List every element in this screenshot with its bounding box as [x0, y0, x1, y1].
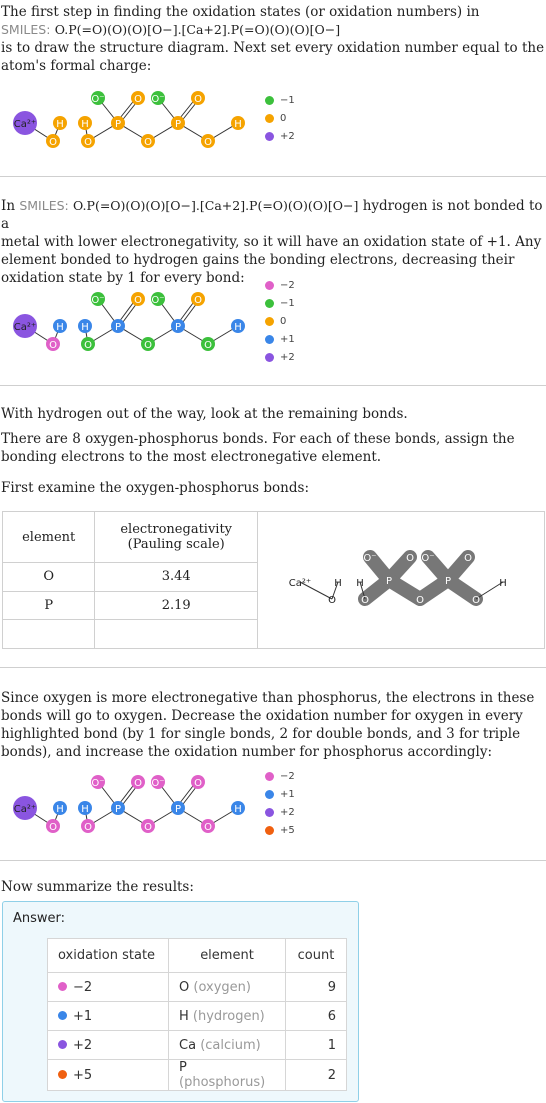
svg-text:Ca²⁺: Ca²⁺: [13, 804, 37, 815]
svg-text:O⁻: O⁻: [151, 295, 165, 306]
svg-text:H: H: [234, 322, 242, 333]
header-oxidation-state: oxidation state: [48, 939, 169, 973]
cell-element: O: [3, 563, 95, 592]
svg-text:O: O: [49, 137, 57, 148]
table-row: [48, 1031, 347, 1060]
text-line: Now summarize the results:: [1, 879, 194, 895]
cell-element: P (phosphorus): [169, 1060, 286, 1091]
text-line: is to draw the structure diagram. Next set every oxidation number equal to the: [1, 40, 545, 56]
section-formal-charge: [0, 3, 546, 75]
highlighted-structure: [258, 512, 544, 644]
table-row: [48, 1060, 347, 1091]
svg-text:H: H: [334, 578, 342, 589]
structure-diagram-3: [8, 768, 248, 838]
svg-text:P: P: [444, 576, 451, 587]
svg-text:O: O: [134, 94, 142, 105]
svg-text:O⁻: O⁻: [91, 778, 105, 789]
legend-item: −1: [265, 294, 295, 312]
results-table: [47, 938, 347, 1091]
svg-text:O: O: [49, 340, 57, 351]
svg-text:O: O: [49, 822, 57, 833]
svg-text:O: O: [464, 553, 472, 564]
divider: [0, 385, 546, 386]
color-dot: [58, 1070, 67, 1079]
divider: [0, 667, 546, 668]
text-line: bonds will go to oxygen. Decrease the oxidation number for oxygen in every: [1, 708, 523, 724]
section-hydrogen: [0, 197, 546, 287]
svg-text:P: P: [174, 804, 182, 815]
svg-text:H: H: [81, 322, 89, 333]
section-summary: [0, 878, 546, 896]
text-line: The first step in finding the oxidation states (or oxidation numbers) in: [1, 4, 480, 20]
svg-text:O: O: [144, 822, 152, 833]
svg-text:H: H: [356, 578, 364, 589]
legend-2: [265, 276, 295, 366]
cell-count: 6: [286, 1002, 347, 1031]
text-line: First examine the oxygen-phosphorus bonds:: [1, 480, 309, 496]
color-dot: [265, 335, 274, 344]
cell-element: H (hydrogen): [169, 1002, 286, 1031]
svg-text:Ca²⁺: Ca²⁺: [13, 322, 37, 333]
svg-text:Ca²⁺: Ca²⁺: [288, 578, 312, 589]
svg-text:O: O: [204, 340, 212, 351]
legend-item: +2: [265, 127, 295, 145]
legend-3: [265, 767, 295, 839]
smiles-string: O.P(=O)(O)(O)[O−].[Ca+2].P(=O)(O)(O)[O−]: [54, 22, 341, 37]
svg-text:O: O: [144, 340, 152, 351]
legend-item: 0: [265, 312, 295, 330]
svg-text:P: P: [174, 119, 182, 130]
header-electronegativity: electronegativity (Pauling scale): [95, 512, 258, 563]
divider: [0, 176, 546, 177]
text-line: Since oxygen is more electronegative than phosphorus, the electrons in these: [1, 690, 535, 706]
cell-empty: [3, 620, 95, 649]
svg-text:O⁻: O⁻: [91, 295, 105, 306]
svg-text:O: O: [84, 822, 92, 833]
svg-text:H: H: [81, 804, 89, 815]
cell-state: +1: [48, 1002, 169, 1031]
color-dot: [265, 317, 274, 326]
svg-text:O: O: [406, 553, 414, 564]
legend-item: +2: [265, 348, 295, 366]
cell-count: 2: [286, 1060, 347, 1091]
color-dot: [265, 826, 274, 835]
color-dot: [265, 132, 274, 141]
text-line: bonding electrons to the most electronegative element.: [1, 449, 382, 465]
text-line: oxidation state by 1 for every bond:: [1, 270, 245, 286]
svg-text:O: O: [204, 137, 212, 148]
svg-text:H: H: [81, 119, 89, 130]
divider: [0, 860, 546, 861]
cell-state: +2: [48, 1031, 169, 1060]
section-assign: [0, 689, 546, 761]
legend-item: 0: [265, 109, 295, 127]
svg-text:Ca²⁺: Ca²⁺: [13, 119, 37, 130]
text-line: element bonded to hydrogen gains the bonding electrons, decreasing their: [1, 252, 515, 268]
svg-text:P: P: [385, 576, 392, 587]
table-row: [48, 1002, 347, 1031]
svg-text:O: O: [194, 94, 202, 105]
svg-text:H: H: [56, 322, 64, 333]
cell-value: 2.19: [95, 591, 258, 620]
svg-text:O: O: [84, 137, 92, 148]
legend-item: +1: [265, 330, 295, 348]
structure-diagram-1: [8, 85, 248, 155]
svg-text:O: O: [194, 295, 202, 306]
color-dot: [265, 299, 274, 308]
color-dot: [265, 790, 274, 799]
cell-state: +5: [48, 1060, 169, 1091]
cell-empty: [95, 620, 258, 649]
text-line: bonds), and increase the oxidation number for phosphorus accordingly:: [1, 744, 493, 760]
color-dot: [265, 353, 274, 362]
table-row: [48, 973, 347, 1002]
svg-text:O: O: [134, 295, 142, 306]
text-line: [0, 21, 546, 39]
svg-text:P: P: [114, 119, 122, 130]
svg-text:O: O: [84, 340, 92, 351]
color-dot: [265, 96, 274, 105]
svg-text:P: P: [174, 322, 182, 333]
cell-count: 1: [286, 1031, 347, 1060]
svg-text:O⁻: O⁻: [421, 553, 435, 564]
color-dot: [58, 1040, 67, 1049]
text-line: There are 8 oxygen-phosphorus bonds. For each of these bonds, assign the: [1, 431, 515, 447]
highlighted-structure-cell: [257, 512, 544, 649]
cell-element: Ca (calcium): [169, 1031, 286, 1060]
answer-box: [2, 901, 359, 1102]
header-element: element: [169, 939, 286, 973]
svg-text:O: O: [144, 137, 152, 148]
color-dot: [58, 982, 67, 991]
color-dot: [265, 772, 274, 781]
legend-item: −2: [265, 767, 295, 785]
svg-text:O⁻: O⁻: [91, 94, 105, 105]
electronegativity-table: [2, 511, 545, 649]
text-line: With hydrogen out of the way, look at the remaining bonds.: [1, 406, 408, 422]
cell-state: −2: [48, 973, 169, 1002]
svg-text:O⁻: O⁻: [151, 94, 165, 105]
header-count: count: [286, 939, 347, 973]
svg-text:O: O: [361, 595, 369, 606]
cell-element: O (oxygen): [169, 973, 286, 1002]
svg-text:H: H: [234, 804, 242, 815]
svg-text:P: P: [114, 322, 122, 333]
color-dot: [265, 114, 274, 123]
text-line: metal with lower electronegativity, so it will have an oxidation state of +1. Any: [1, 234, 542, 250]
smiles-label: SMILES:: [1, 22, 51, 37]
answer-label: Answer:: [13, 911, 66, 926]
svg-text:P: P: [114, 804, 122, 815]
legend-item: +1: [265, 785, 295, 803]
legend-item: +2: [265, 803, 295, 821]
svg-text:O: O: [204, 822, 212, 833]
svg-text:O: O: [134, 778, 142, 789]
legend-item: −1: [265, 91, 295, 109]
svg-text:O: O: [416, 595, 424, 606]
cell-element: P: [3, 591, 95, 620]
section-bonds: [0, 405, 546, 497]
structure-diagram-2: [8, 284, 248, 354]
color-dot: [265, 808, 274, 817]
svg-text:O⁻: O⁻: [151, 778, 165, 789]
header-element: element: [3, 512, 95, 563]
legend-1: [265, 91, 295, 145]
svg-text:H: H: [234, 119, 242, 130]
cell-count: 9: [286, 973, 347, 1002]
svg-text:H: H: [56, 119, 64, 130]
svg-text:O: O: [472, 595, 480, 606]
svg-text:H: H: [56, 804, 64, 815]
text-line: atom's formal charge:: [1, 58, 152, 74]
smiles-string: O.P(=O)(O)(O)[O−].[Ca+2].P(=O)(O)(O)[O−]: [73, 198, 359, 213]
cell-value: 3.44: [95, 563, 258, 592]
smiles-label: SMILES:: [19, 198, 69, 213]
color-dot: [58, 1011, 67, 1020]
legend-item: −2: [265, 276, 295, 294]
color-dot: [265, 281, 274, 290]
svg-text:O: O: [194, 778, 202, 789]
svg-text:O⁻: O⁻: [363, 553, 377, 564]
text-line: In SMILES: O.P(=O)(O)(O)[O−].[Ca+2].P(=O)(O)(O)[O−] hydrogen is not bonded to a: [1, 198, 543, 232]
text-line: highlighted bond (by 1 for single bonds, 2 for double bonds, and 3 for triple: [1, 726, 521, 742]
svg-text:O: O: [328, 595, 336, 606]
legend-item: +5: [265, 821, 295, 839]
svg-text:H: H: [499, 578, 507, 589]
